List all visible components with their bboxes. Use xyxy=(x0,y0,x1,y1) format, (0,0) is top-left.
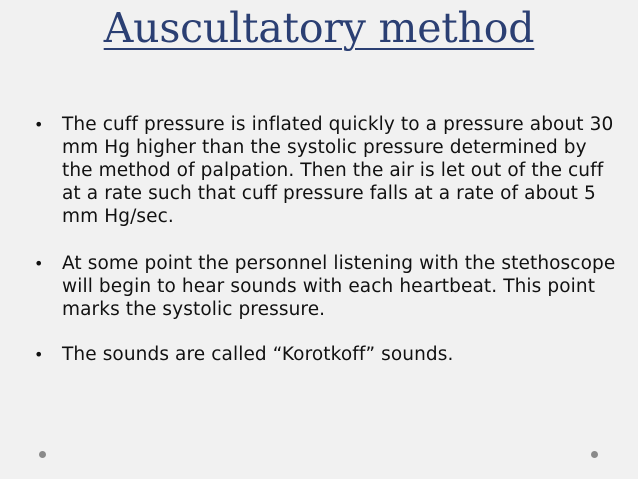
bullet-item-3: • The sounds are called “Korotkoff” sounds. xyxy=(30,343,620,366)
left-dot-icon xyxy=(39,451,46,458)
bullet-list xyxy=(30,113,620,389)
right-dot-icon xyxy=(591,451,598,458)
slide-title: Auscultatory method xyxy=(103,4,535,52)
bullet-item-1: • The cuff pressure is inflated quickly to a pressure about 30 mm Hg higher than the systolic pressure determined by the method of palpation. Then the air is let out of the cuff at a rate such that cuff pressure falls at a rate of about 5 mm Hg/sec. xyxy=(30,113,620,228)
bullet-item-2: • At some point the personnel listening with the stethoscope will begin to hear sounds with each heartbeat. This point marks the systolic pressure. xyxy=(30,252,620,321)
